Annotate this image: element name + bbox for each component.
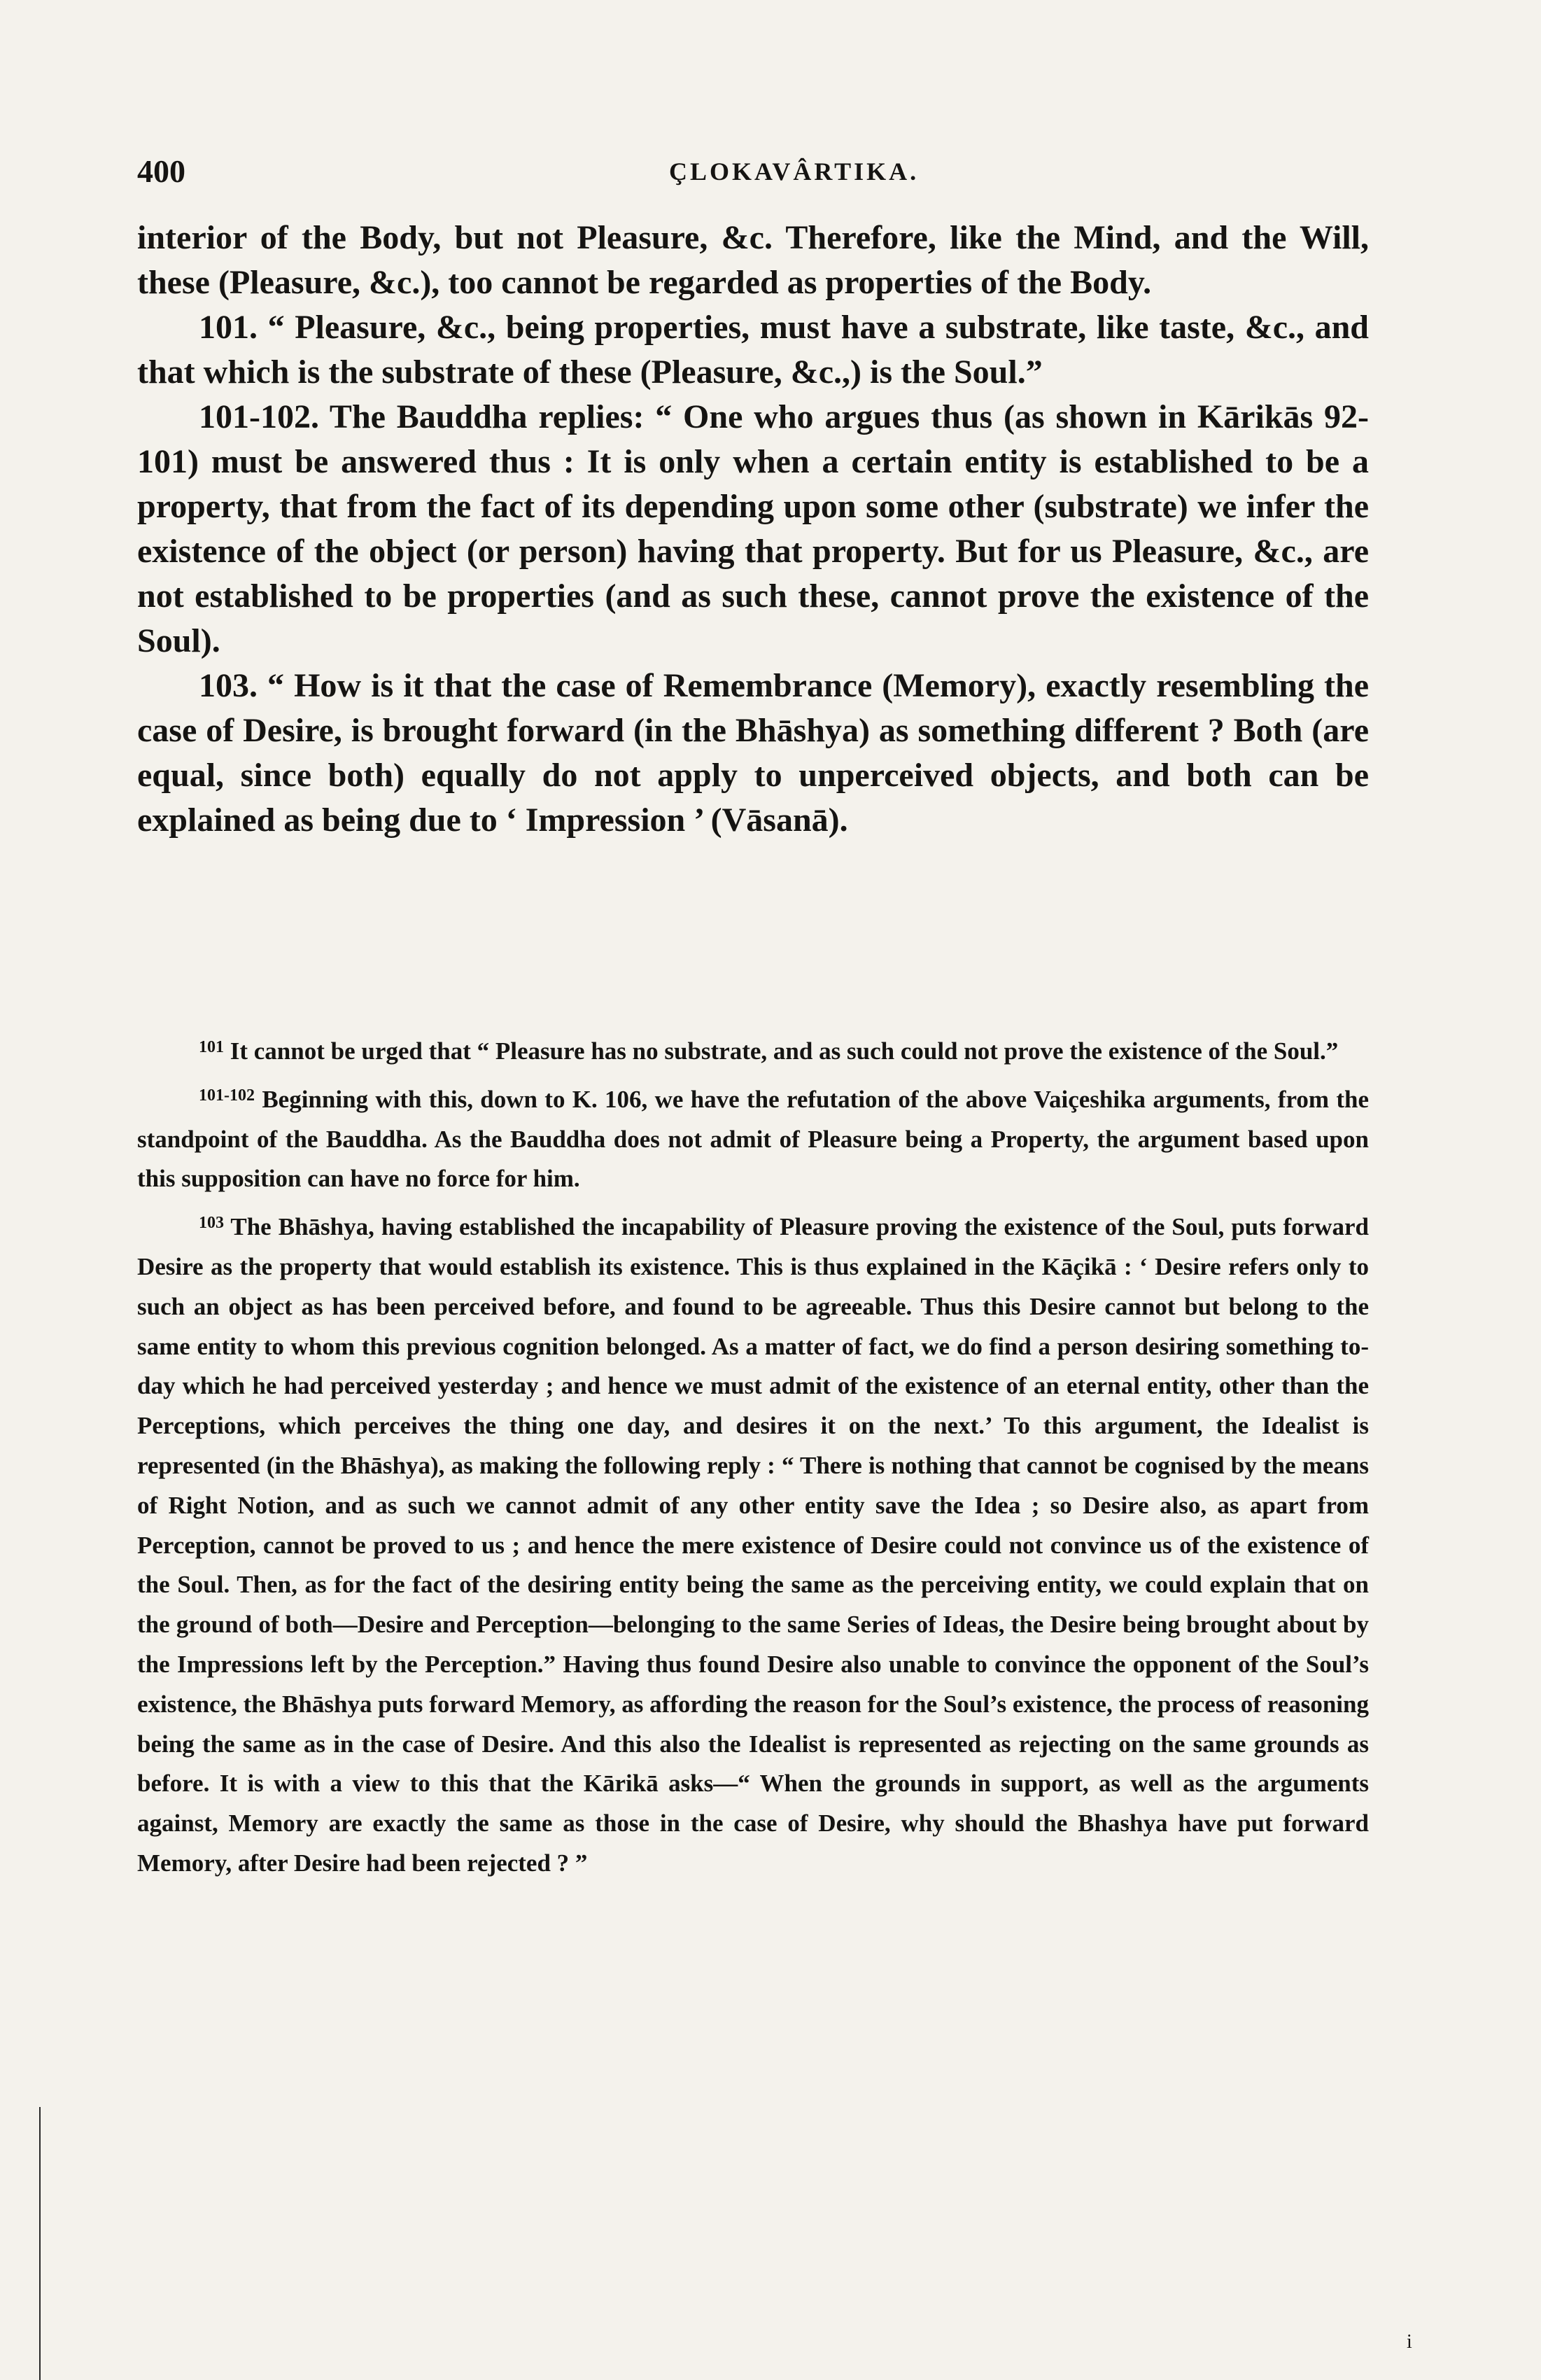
footnote-103	[137, 1203, 1369, 1884]
karika-101-102: 101-102. The Bauddha replies: “ One who argues thus (as shown in Kārikās 92-101) must be answered thus : It is only when a certain entity is established to be a property, that from the fact of its depending upon some other (substrate) we infer the existence of the object (or person) having that property. But for us Pleasure, &c., are not established to be properties (and as such these, cannot prove the existence of the Soul).	[137, 398, 1369, 659]
footnote-marker: 101-102	[199, 1086, 255, 1105]
scan-margin-line	[39, 2107, 41, 2380]
footnote-marker: 101	[199, 1038, 224, 1056]
footnote-text: The Bhāshya, having established the incapability of Pleasure proving the existence of the Soul, puts forward Desire as the property that would establish its existence. This is thus explained in the Kāçikā : ‘ Desire refers only to such an object as has been perceived before, and found to be agreeable. Thus this Desire cannot but belong to the same entity to whom this previous cognition belonged. As a matter of fact, we do find a person desiring something to-day which he had perceived yesterday ; and hence we must admit of the existence of an eternal entity, other than the Perceptions, which perceives the thing one day, and desires it on the next.’ To this argument, the Idealist is represented (in the Bhāshya), as making the following reply : “ There is nothing that cannot be cognised by the means of Right Notion, and as such we cannot admit of any other entity save the Idea ; so Desire also, as apart from Perception, cannot be proved to us ; and hence the mere existence of Desire could not convince us of the existence of the Soul. Then, as for the fact of the desiring entity being the same as the perceiving entity, we could explain that on the ground of both—Desire and Perception—belonging to the same Series of Ideas, the Desire being brought about by the Impressions left by the Perception.” Having thus found Desire also unable to convince the opponent of the Soul’s existence, the Bhāshya puts forward Memory, as affording the reason for the Soul’s existence, the process of reasoning being the same as in the case of Desire. And this also the Idealist is represented as rejecting on the same grounds as before. It is with a view to this that the Kārikā asks—“ When the grounds in support, as well as the arguments against, Memory are exactly the same as those in the case of Desire, why should the Bhashya have put forward Memory, after Desire had been rejected ? ”	[137, 1213, 1369, 1877]
karika-103: 103. “ How is it that the case of Remembrance (Memory), exactly resembling the case of Desire, is brought forward (in the Bhāshya) as something different ? Both (are equal, since both) equally do not apply to unperceived objects, and both can be explained as being due to ‘ Impression ’ (Vāsanā).	[137, 667, 1369, 839]
footnotes	[137, 1028, 1369, 1888]
paragraph-continuation: interior of the Body, but not Pleasure, &c. Therefore, like the Mind, and the Will, these (Pleasure, &c.), too cannot be regarded as properties of the Body.	[137, 219, 1369, 301]
running-title: ÇLOKAVÂRTIKA.	[669, 158, 920, 186]
footnote-text: It cannot be urged that “ Pleasure has no substrate, and as such could not prove the existence of the Soul.”	[230, 1037, 1339, 1065]
footnote-text: Beginning with this, down to K. 106, we have the refutation of the above Vaiçeshika arguments, from the standpoint of the Bauddha. As the Bauddha does not admit of Pleasure being a Property, the argument based upon this supposition can have no force for him.	[137, 1085, 1370, 1193]
page-header	[137, 153, 1369, 195]
karika-101: 101. “ Pleasure, &c., being properties, must have a substrate, like taste, &c., and that which is the substrate of these (Pleasure, &c.,) is the Soul.”	[137, 309, 1369, 391]
bottom-mark: i	[1407, 2331, 1412, 2353]
footnote-marker: 103	[199, 1214, 224, 1233]
footnote-101	[137, 1028, 1369, 1072]
main-text	[137, 216, 1369, 843]
page-number: 400	[137, 153, 185, 189]
footnote-101-102	[137, 1076, 1369, 1199]
